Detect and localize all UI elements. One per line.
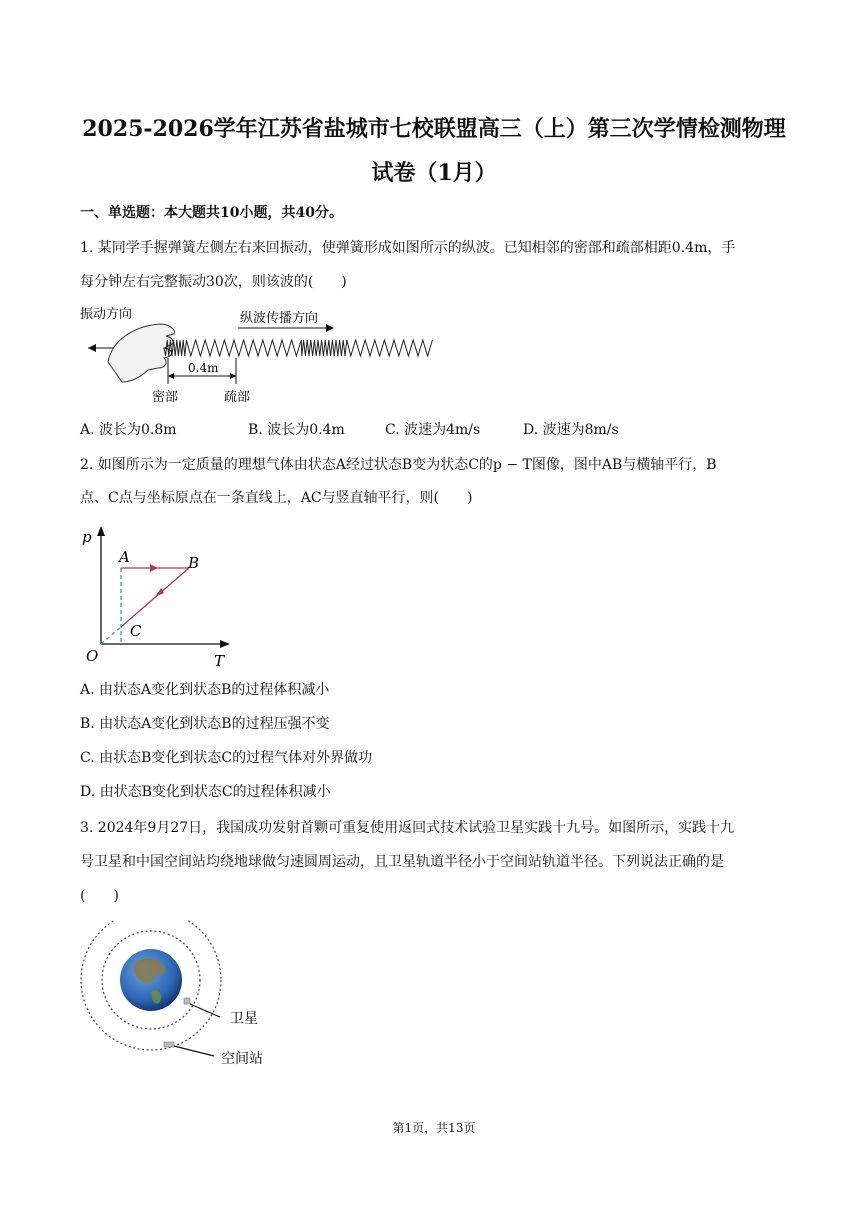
q2-option-b: B. 由状态A变化到状态B的过程压强不变 [80,716,330,732]
q1-text-line1: 1. 某同学手握弹簧左侧左右来回振动，使弹簧形成如图所示的纵波。已知相邻的密部和疏部相距0.4m，手 [80,240,736,256]
section-heading: 一、单选题：本大题共10小题，共40分。 [80,205,343,221]
label-vibration-direction: 振动方向 [80,307,133,322]
distance-arrowhead-left-icon [168,373,174,379]
spring-coil [164,340,432,356]
axis-label-p: p [82,528,92,546]
q3-text-line2: 号卫星和中国空间站均绕地球做匀速圆周运动，且卫星轨道半径小于空间站轨道半径。下列说法正确的是 [80,854,724,870]
q1-option-c: C. 波速为4m/s [385,422,481,438]
q1-text-line2: 每分钟左右完整振动30次，则该波的( ) [80,274,347,290]
q2-pt-graph [78,522,248,672]
label-satellite: 卫星 [230,1011,258,1027]
line-o-to-c-dashed [101,627,121,644]
process-b-to-c [121,568,189,627]
label-sparse-part: 疏部 [224,390,251,405]
space-station-icon [164,1042,174,1047]
p-axis-arrowhead-icon [97,526,105,536]
q2-option-d: D. 由状态B变化到状态C的过程体积减小 [80,784,331,800]
satellite-icon [184,998,190,1004]
exam-title-line2: 试卷（1月） [371,160,497,186]
vibration-arrowhead-icon [88,344,96,352]
q1-option-d: D. 波速为8m/s [523,422,619,438]
q2-option-c: C. 由状态B变化到状态C的过程气体对外界做功 [80,750,373,766]
axis-label-t: T [214,652,225,670]
label-space-station: 空间站 [221,1051,263,1067]
station-leader [174,1046,214,1056]
q3-text-line1: 3. 2024年9月27日，我国成功发射首颗可重复使用返回式技术试验卫星实践十九号。如图所示，实践十九 [80,820,735,836]
q1-spring-figure [78,300,438,410]
point-label-c: C [130,622,142,640]
propagation-arrowhead-icon [326,324,334,332]
satellite-leader [190,1004,220,1017]
q3-orbit-figure [78,920,298,1080]
page-footer: 第1页，共13页 [392,1121,476,1135]
q2-text-line1: 2. 如图所示为一定质量的理想气体由状态A经过状态B变为状态C的p − T图像，图中AB与横轴平行，B [80,457,717,473]
point-label-a: A [119,548,130,566]
q3-text-line3: ( ) [80,888,119,904]
hand-icon [108,324,174,382]
exam-title-line1: 2025-2026学年江苏省盐城市七校联盟高三（上）第三次学情检测物理 [82,116,786,142]
q1-option-a: A. 波长为0.8m [80,422,177,438]
label-propagation-direction: 纵波传播方向 [240,311,319,326]
label-distance: 0.4m [188,361,219,375]
label-dense-part: 密部 [152,390,179,405]
arrow-a-to-b-icon [150,564,158,572]
arrow-b-to-c-icon [155,588,164,597]
q2-option-a: A. 由状态A变化到状态B的过程体积减小 [80,682,330,698]
q1-option-b: B. 波长为0.4m [248,422,345,438]
origin-label: O [86,647,99,665]
distance-arrowhead-right-icon [230,373,236,379]
point-label-b: B [188,554,200,572]
t-axis-arrowhead-icon [220,640,230,648]
q2-text-line2: 点、C点与坐标原点在一条直线上，AC与竖直轴平行，则( ) [80,490,473,506]
